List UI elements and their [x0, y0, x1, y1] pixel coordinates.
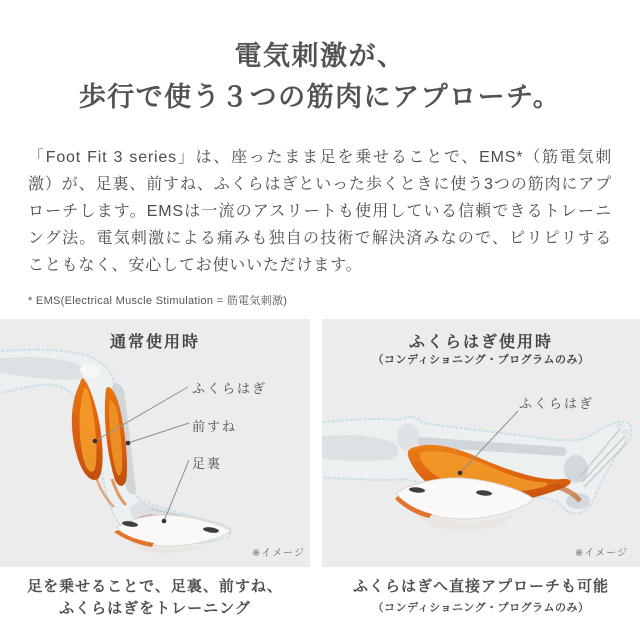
- leg-illustration-normal-use: [0, 319, 310, 567]
- panel-calf-use-subtitle: （コンディショニング・プログラムのみ）: [372, 354, 590, 366]
- label-calf: ふくらはぎ: [192, 381, 268, 396]
- panel-calf-use: [322, 319, 640, 567]
- caption-normal-use: [0, 576, 310, 620]
- body-text: 「Foot Fit 3 series」は、座ったまま足を乗せることで、EMS*（筋電気刺激）が、足裏、前すね、ふくらはぎといった歩くときに使う3つの筋肉にアプローチします。EMSは一流のアスリートも使用している信頼できるトレーニング法。電気刺激による痛みも独自の技術で解決済みなので、ピリピリすることもなく、安心してお使いいただけます。: [28, 149, 612, 274]
- image-disclaimer-left: ※イメージ: [251, 548, 305, 559]
- page-title: [0, 36, 640, 118]
- leader-dots: [458, 471, 463, 476]
- caption-calf-use: [322, 576, 640, 618]
- page-title-line2: 歩行で使う３つの筋肉にアプローチ。: [78, 82, 562, 112]
- page-title-line1: 電気刺激が、: [234, 41, 406, 71]
- caption-calf-line2: （コンディショニング・プログラムのみ）: [372, 602, 590, 614]
- caption-normal-line1: 足を乗せることで、足裏、前すね、: [27, 578, 283, 595]
- label-shin: 前すね: [192, 419, 238, 434]
- label-sole: 足裏: [192, 456, 223, 471]
- caption-calf-line1: ふくらはぎへ直接アプローチも可能: [352, 578, 609, 595]
- caption-normal-line2: ふくらはぎをトレーニング: [59, 600, 251, 617]
- panel-normal-use: [0, 319, 310, 567]
- panel-normal-use-title: 通常使用時: [109, 334, 200, 351]
- label-calf: ふくらはぎ: [519, 396, 595, 411]
- image-disclaimer-right: ※イメージ: [574, 548, 628, 559]
- device-graphic: [114, 515, 231, 553]
- ems-footnote: * EMS(Electrical Muscle Stimulation = 筋電気刺激): [28, 295, 288, 307]
- panel-calf-use-title: ふくらはぎ使用時: [408, 334, 553, 351]
